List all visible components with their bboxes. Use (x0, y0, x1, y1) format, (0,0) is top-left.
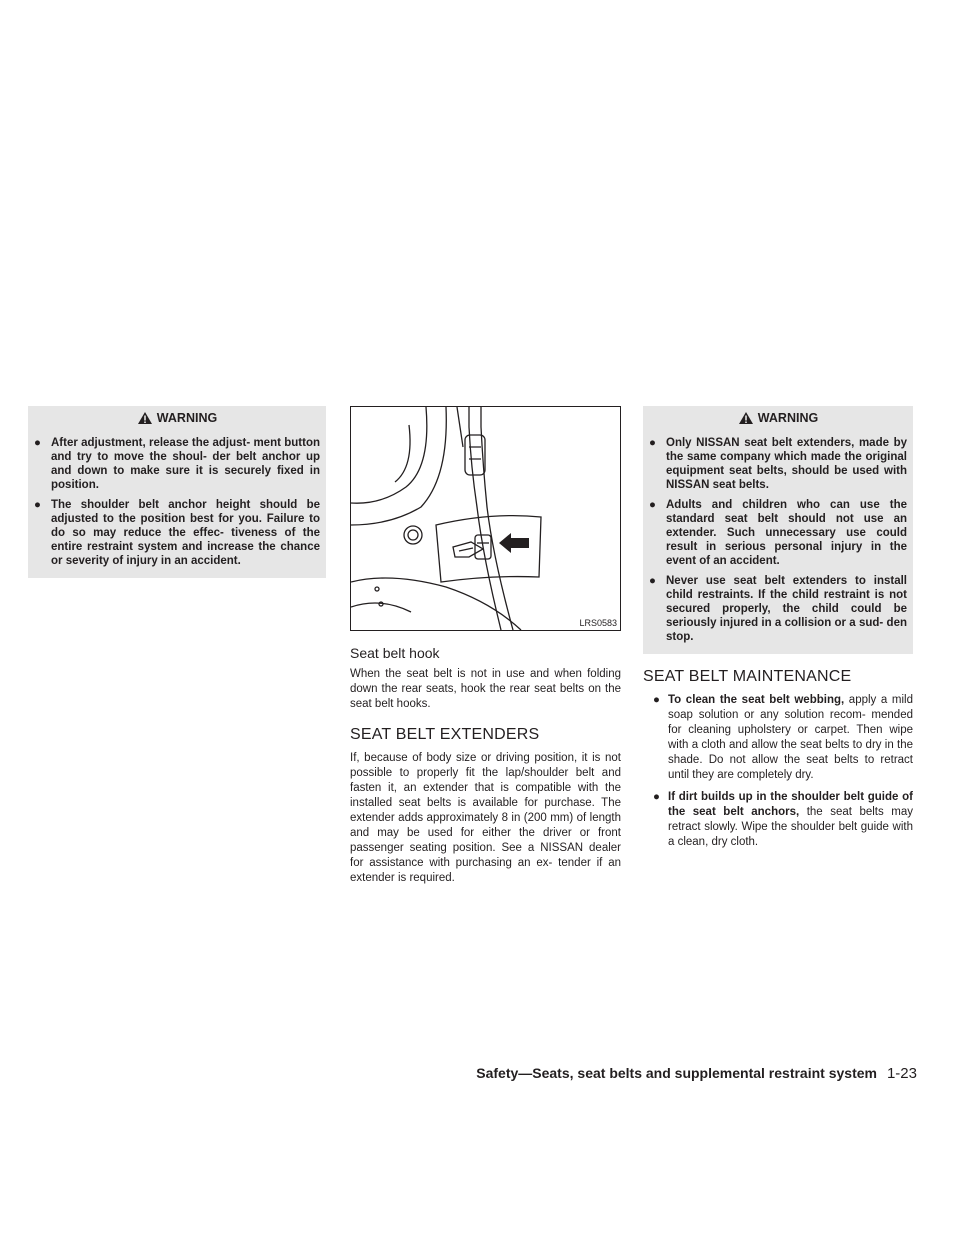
section-title-extenders: SEAT BELT EXTENDERS (350, 726, 540, 743)
warning-item: ● Adults and children who can use the standard seat belt should not use an extender. Such unnecessary use could result in serious personal injury in the event of an accident. (649, 499, 907, 567)
warning-item: ● The shoulder belt anchor height should be adjusted to the position best for you. Failure to do so may reduce the effec- tiveness of the entire restraint system and increase the chance or severity of injury in an accident. (34, 499, 320, 567)
warning-triangle-icon (137, 411, 153, 425)
warning-item: ● After adjustment, release the adjust- ment button and try to move the shoul- der belt anchor up and down to make sure it is securely fixed in position. (34, 437, 320, 491)
list-item: ● If dirt builds up in the shoulder belt guide of the seat belt anchors, the seat belts may retract slowly. Wipe the shoulder belt guide with a clean, dry cloth. (653, 791, 913, 848)
section-title-seat-belt-hook: Seat belt hook (350, 645, 440, 661)
warning-triangle-icon (738, 411, 754, 425)
warning-header (649, 406, 907, 430)
warning-heading: WARNING (757, 411, 819, 425)
bullet-icon: ● (34, 437, 41, 449)
bullet-icon: ● (653, 791, 660, 803)
page-footer (0, 1065, 917, 1082)
list-item: ● To clean the seat belt webbing, apply a mild soap solution or any solution recom- mended for cleaning upholstery or carpet. Then wipe with a cloth and allow the seat belts to dry in the shade. Do not allow the seat belts to retract until they are completely dry. (653, 694, 914, 781)
bullet-icon: ● (649, 437, 656, 449)
warning-header (34, 406, 320, 430)
warning-list (649, 436, 907, 644)
warning-box-left (28, 406, 326, 578)
figure-code: LRS0583 (579, 618, 617, 628)
bullet-icon: ● (34, 499, 41, 511)
bullet-icon: ● (649, 499, 656, 511)
bullet-icon: ● (653, 694, 660, 706)
seat-belt-hook-text: When the seat belt is not in use and when folding down the rear seats, hook the rear seat belts on the seat belt hooks. (350, 668, 621, 710)
seat-belt-hook-illustration (350, 406, 621, 631)
chapter-title: Safety—Seats, seat belts and supplemental restraint system (476, 1065, 877, 1081)
section-title-maintenance: SEAT BELT MAINTENANCE (643, 668, 852, 685)
right-column (643, 406, 913, 857)
warning-item: ● Never use seat belt extenders to install child restraints. If the child restraint is not secured properly, the child could be seriously injured in a collision or a sud- den stop. (649, 575, 907, 643)
bullet-icon: ● (649, 575, 656, 587)
page-number: 1-23 (886, 1065, 917, 1082)
warning-list (34, 436, 320, 568)
maintenance-list (643, 693, 913, 850)
warning-item: ● Only NISSAN seat belt extenders, made by the same company which made the original equipment seat belts, should be used with NISSAN seat belts. (649, 437, 907, 491)
warning-box-right (643, 406, 913, 654)
warning-heading: WARNING (156, 411, 218, 425)
middle-column (350, 406, 621, 886)
left-column (28, 406, 326, 578)
extenders-text: If, because of body size or driving position, it is not possible to properly fit the lap/shoulder belt and fasten it, an extender that is compatible with the installed seat belts is available for purchase. The extender adds approximately 8 in (200 mm) of length and may be used for either the driver or front passenger seating position. See a NISSAN dealer for assistance with purchasing an ex- tender if an extender is required. (350, 752, 621, 884)
